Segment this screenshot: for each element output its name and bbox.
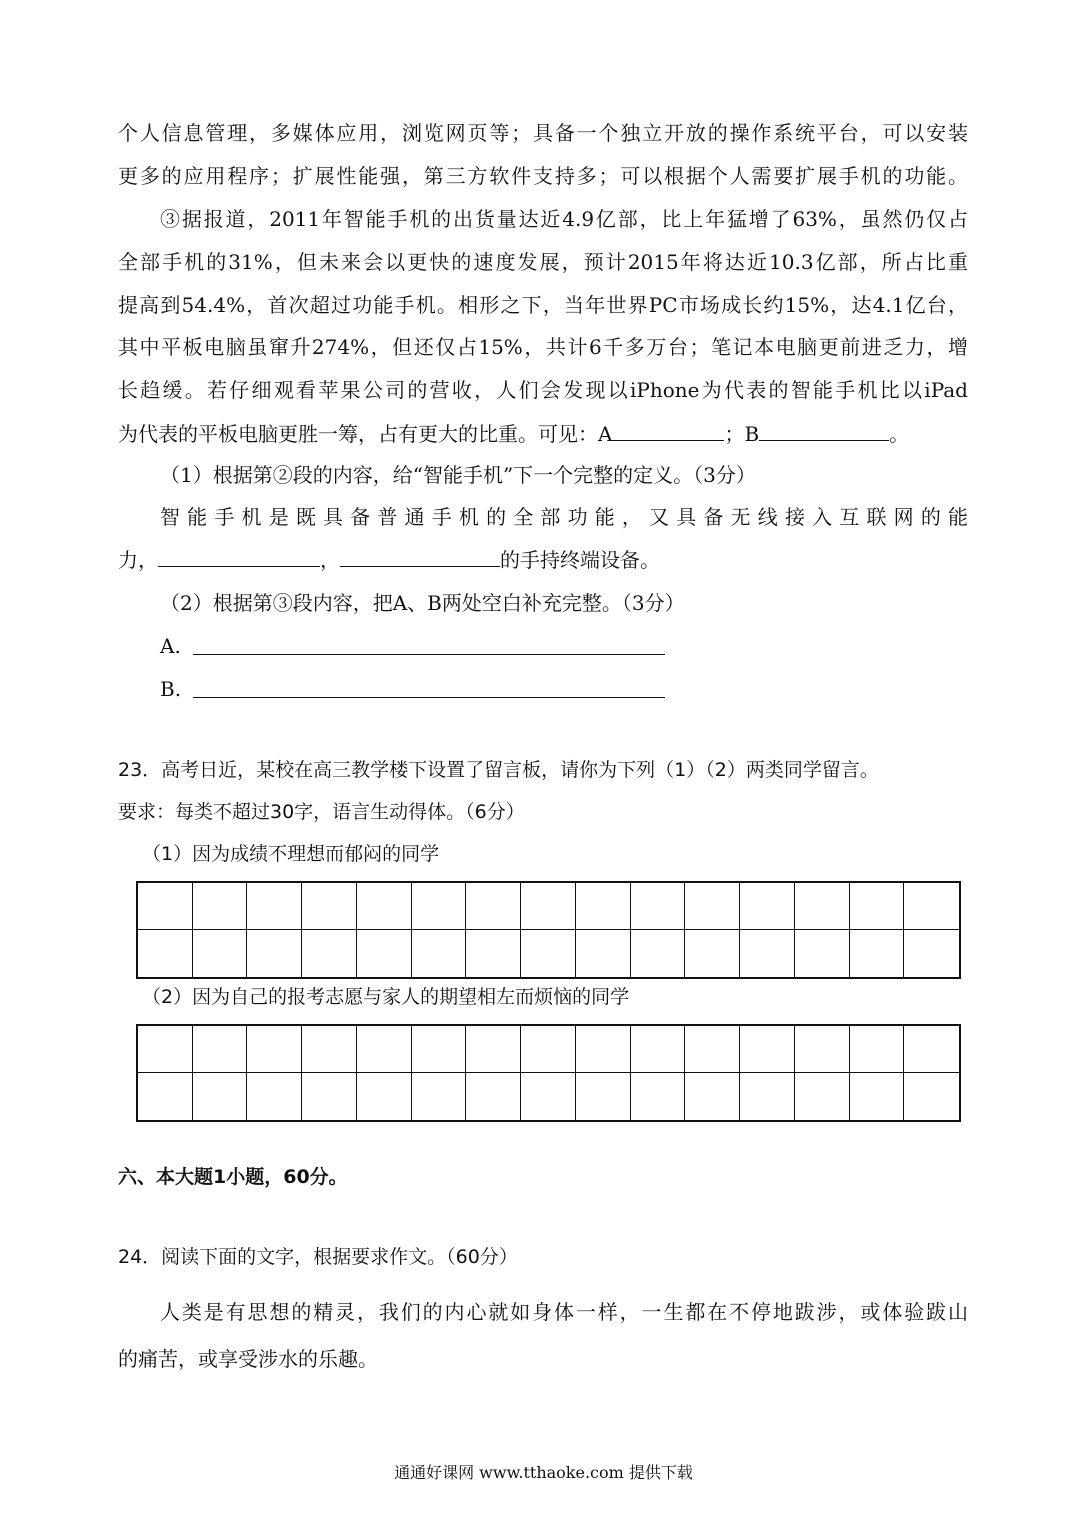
question-22-1-prompt: （1）根据第②段的内容，给“智能手机”下一个完整的定义。（3分）: [160, 463, 756, 487]
grid-cell[interactable]: [904, 930, 959, 977]
paragraph-3-line-4: 其中平板电脑虽窜升274%，但还仅占15%，共计6千多万台；笔记本电脑更前进乏力，增: [118, 335, 968, 359]
grid-cell[interactable]: [795, 1073, 850, 1120]
answer-a-label: A.: [160, 634, 181, 658]
question-23-item-2: （2）因为自己的报考志愿与家人的期望相左而烦恼的同学: [142, 986, 630, 1008]
paragraph-2-line-2: 更多的应用程序；扩展性能强，第三方软件支持多；可以根据个人需要扩展手机的功能。: [118, 164, 968, 188]
grid-cell[interactable]: [412, 1026, 467, 1073]
grid-cell[interactable]: [740, 1026, 795, 1073]
writing-grid-1[interactable]: [136, 881, 961, 979]
paragraph-3-line-5: 长趋缓。若仔细观看苹果公司的营收，人们会发现以iPhone为代表的智能手机比以iPad: [118, 378, 968, 402]
grid-cell[interactable]: [302, 930, 357, 977]
grid-cell[interactable]: [466, 930, 521, 977]
grid-cell[interactable]: [357, 883, 412, 930]
grid-cell[interactable]: [193, 1073, 248, 1120]
grid-cell[interactable]: [193, 883, 248, 930]
question-23-line-2: 要求：每类不超过30字，语言生动得体。（6分）: [118, 801, 525, 823]
paragraph-3-line-1: ③据报道，2011年智能手机的出货量达近4.9亿部，比上年猛增了63%，虽然仍仅占: [160, 207, 968, 231]
grid-cell[interactable]: [631, 1073, 686, 1120]
question-22-1-answer-line-1: 智能手机是既具备普通手机的全部功能，又具备无线接入互联网的能: [160, 505, 968, 529]
grid-cell[interactable]: [576, 883, 631, 930]
grid-cell[interactable]: [521, 883, 576, 930]
section-6-heading: 六、本大题1小题，60分。: [118, 1166, 348, 1188]
grid-cell[interactable]: [247, 883, 302, 930]
answer-b-label: B.: [160, 677, 182, 701]
paragraph-3-line-2: 全部手机的31%，但未来会以更快的速度发展，预计2015年将达近10.3亿部，所占比重: [118, 250, 968, 274]
grid-cell[interactable]: [631, 883, 686, 930]
grid-cell[interactable]: [412, 883, 467, 930]
writing-grid-2[interactable]: [136, 1024, 961, 1122]
paragraph-3-line-6: [118, 420, 968, 447]
grid-cell[interactable]: [247, 1026, 302, 1073]
page-footer: 通通好课网 www.tthaoke.com 提供下载: [394, 1463, 693, 1482]
grid-cell[interactable]: [521, 930, 576, 977]
definition-blank-1[interactable]: [158, 546, 320, 567]
grid-cell[interactable]: [904, 883, 959, 930]
grid-cell[interactable]: [466, 883, 521, 930]
question-24-paragraph-line-2: 的痛苦，或享受涉水的乐趣。: [118, 1347, 378, 1371]
grid-cell[interactable]: [631, 930, 686, 977]
grid-cell[interactable]: [138, 1073, 193, 1120]
separator-b: ；B: [724, 422, 760, 446]
grid-cell[interactable]: [685, 1073, 740, 1120]
grid-cell[interactable]: [357, 1026, 412, 1073]
grid-cell[interactable]: [247, 930, 302, 977]
grid-cell[interactable]: [685, 1026, 740, 1073]
blank-a[interactable]: [612, 420, 724, 441]
question-22-1-answer-line-2: [118, 546, 968, 573]
grid-cell[interactable]: [138, 930, 193, 977]
grid-cell[interactable]: [466, 1073, 521, 1120]
definition-blank-2[interactable]: [340, 546, 500, 567]
blank-b[interactable]: [759, 420, 889, 441]
grid-cell[interactable]: [357, 1073, 412, 1120]
paragraph-3-line-6-text: 为代表的平板电脑更胜一筹，占有更大的比重。可见：A: [118, 422, 613, 446]
grid-cell[interactable]: [466, 1026, 521, 1073]
grid-cell[interactable]: [412, 930, 467, 977]
grid-cell[interactable]: [795, 930, 850, 977]
grid-cell[interactable]: [740, 930, 795, 977]
answer-line-2-comma: ，: [320, 548, 340, 572]
grid-cell[interactable]: [850, 1026, 905, 1073]
grid-cell[interactable]: [850, 930, 905, 977]
grid-cell[interactable]: [521, 1026, 576, 1073]
grid-cell[interactable]: [740, 883, 795, 930]
grid-cell[interactable]: [904, 1073, 959, 1120]
grid-cell[interactable]: [302, 1073, 357, 1120]
grid-cell[interactable]: [193, 930, 248, 977]
grid-cell[interactable]: [193, 1026, 248, 1073]
paragraph-3-line-3: 提高到54.4%，首次超过功能手机。相形之下，当年世界PC市场成长约15%，达4.1亿台，: [118, 293, 968, 317]
answer-b-line[interactable]: [193, 697, 665, 698]
question-22-2-prompt: （2）根据第③段内容，把A、B两处空白补充完整。（3分）: [160, 591, 685, 615]
grid-cell[interactable]: [685, 930, 740, 977]
grid-cell[interactable]: [576, 930, 631, 977]
grid-cell[interactable]: [521, 1073, 576, 1120]
answer-a-line[interactable]: [193, 654, 665, 655]
grid-cell[interactable]: [795, 1026, 850, 1073]
grid-cell[interactable]: [138, 883, 193, 930]
grid-cell[interactable]: [412, 1073, 467, 1120]
question-23-line-1: 23．高考日近，某校在高三教学楼下设置了留言板，请你为下列（1）（2）两类同学留言。: [118, 759, 879, 781]
grid-cell[interactable]: [302, 883, 357, 930]
grid-cell[interactable]: [576, 1026, 631, 1073]
grid-cell[interactable]: [631, 1026, 686, 1073]
grid-cell[interactable]: [357, 930, 412, 977]
answer-line-2-end: 的手持终端设备。: [500, 548, 660, 572]
grid-cell[interactable]: [850, 883, 905, 930]
question-23-item-1: （1）因为成绩不理想而郁闷的同学: [142, 843, 440, 865]
grid-cell[interactable]: [850, 1073, 905, 1120]
paragraph-2-line-1: 个人信息管理，多媒体应用，浏览网页等；具备一个独立开放的操作系统平台，可以安装: [118, 121, 968, 145]
grid-cell[interactable]: [138, 1026, 193, 1073]
question-24-prompt: 24．阅读下面的文字，根据要求作文。（60分）: [118, 1246, 518, 1268]
grid-cell[interactable]: [740, 1073, 795, 1120]
grid-cell[interactable]: [247, 1073, 302, 1120]
grid-cell[interactable]: [795, 883, 850, 930]
grid-cell[interactable]: [576, 1073, 631, 1120]
question-24-paragraph-line-1: 人类是有思想的精灵，我们的内心就如身体一样，一生都在不停地跋涉，或体验跋山: [160, 1300, 968, 1324]
grid-cell[interactable]: [302, 1026, 357, 1073]
grid-cell[interactable]: [904, 1026, 959, 1073]
answer-line-2-start: 力，: [118, 548, 158, 572]
period: 。: [889, 422, 910, 446]
grid-cell[interactable]: [685, 883, 740, 930]
